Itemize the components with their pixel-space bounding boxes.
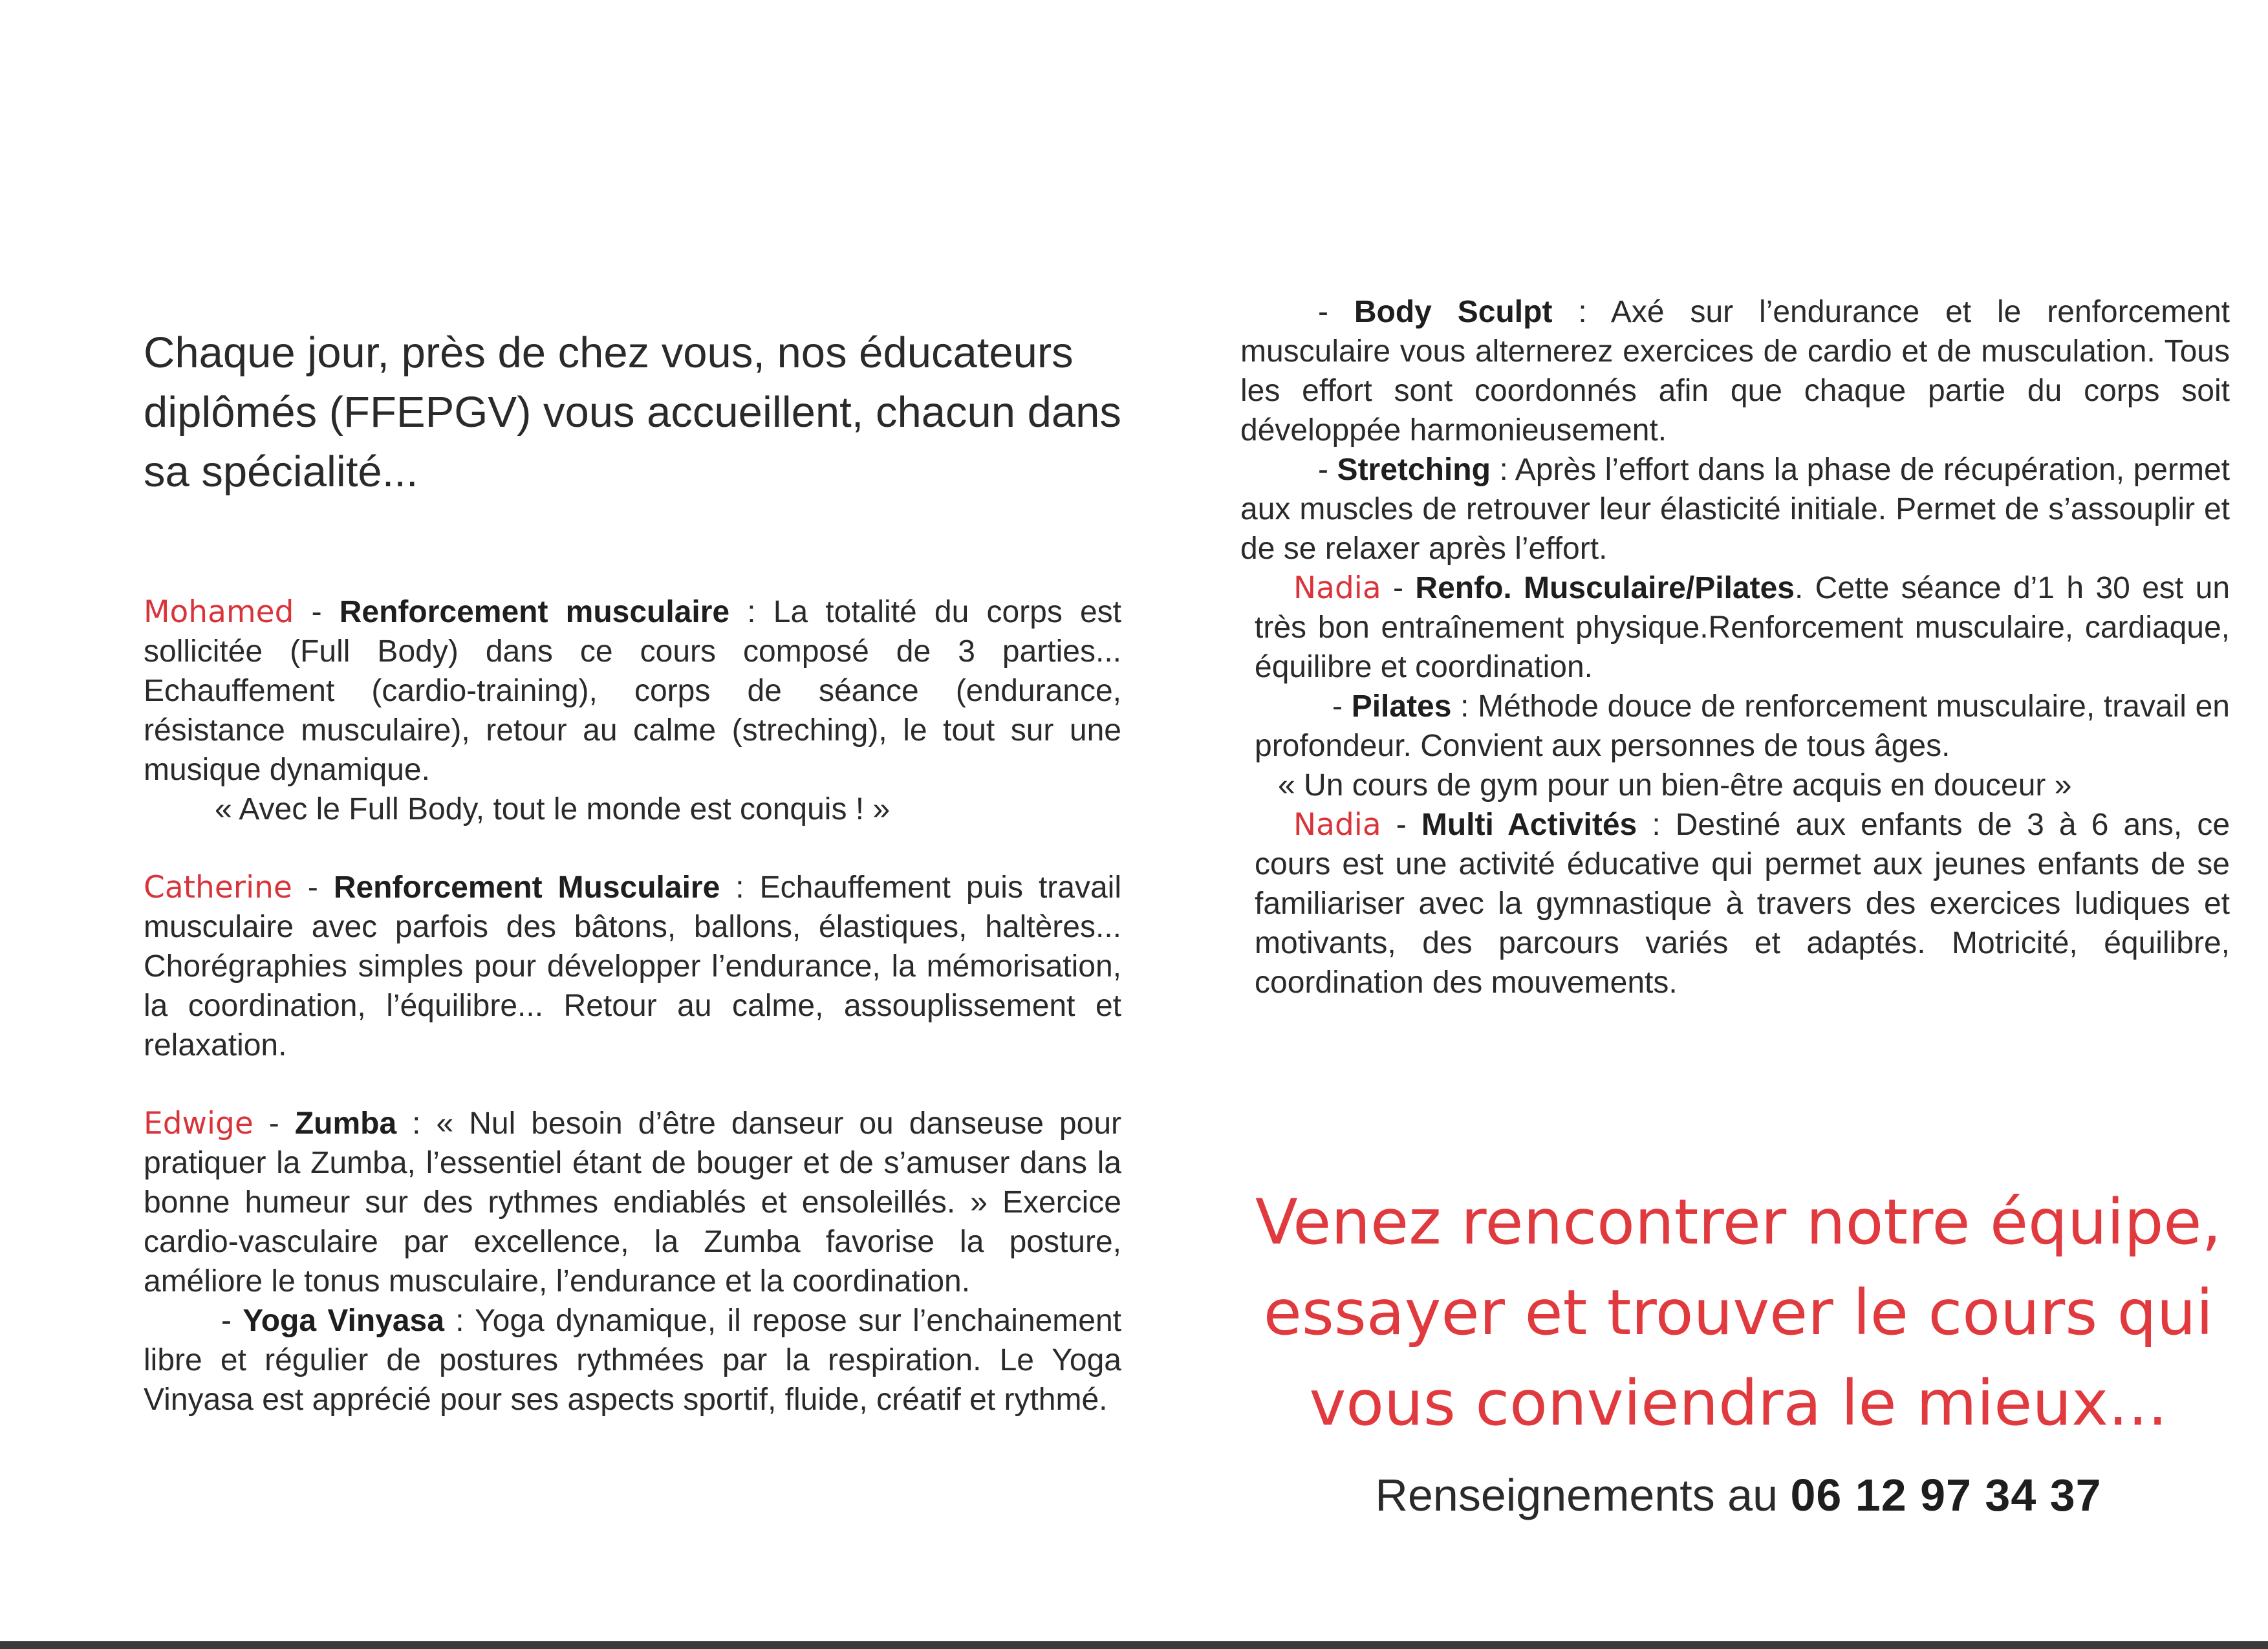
separator: - [1381,808,1421,842]
sub-prefix: - [1318,295,1354,329]
course-title: Pilates [1351,689,1452,724]
separator: - [292,870,334,905]
course-entry-catherine [144,868,1121,1065]
intro-heading: Chaque jour, près de chez vous, nos éducateurs diplômés (FFEPGV) vous accueillent, chacun dans sa spécialité... [144,329,1121,496]
course-title: Zumba [294,1106,397,1141]
course-description: : Après l’effort dans la phase de récupération, permet aux muscles de retrouver leur élasticité initiale. Permet de s’assouplir et de se relaxer après l’effort. [1240,453,2230,566]
contact-line [1240,1469,2236,1521]
instructor-name: Nadia [1293,570,1381,606]
course-entry-mohamed [144,592,1121,829]
course-description: : Axé sur l’endurance et le renforcement musculaire vous alternerez exercices de cardio et de musculation. Tous les effort sont coordonnés afin que chaque partie du corps soit développée harmonieusement. [1240,295,2230,447]
course-entry-nadia-pilates [1240,568,2230,687]
separator: - [253,1106,295,1141]
course-list-left [144,592,1121,1419]
course-title: Renforcement Musculaire [333,870,720,905]
course-quote: « Un cours de gym pour un bien-être acquis en douceur » [1278,768,2072,803]
course-title: Multi Activités [1421,808,1637,842]
left-column [144,323,1121,1419]
right-column [1240,292,2230,1041]
separator: - [1381,571,1416,605]
page-bottom-border [0,1641,2268,1649]
course-description: : « Nul besoin d’être danseur ou danseuse pour pratiquer la Zumba, l’essentiel étant de bouger et de s’amuser dans la bonne humeur sur des rythmes endiablés et ensoleillés. » Exercice cardio-vasculaire par excellence, la Zumba favorise la posture, améliore le tonus musculaire, l’endurance et la coordination. [144,1106,1122,1299]
instructor-name: Catherine [144,870,292,905]
course-title: Stretching [1337,453,1491,487]
course-description: : Destiné aux enfants de 3 à 6 ans, ce cours est une activité éducative qui permet aux jeunes enfants de se familiariser avec la gymnastique à travers des exercices ludiques et motivants, des parcours variés et adaptés. Motricité, équilibre, coordination des mouvements. [1255,808,2230,1000]
course-entry-nadia-multi [1240,805,2230,1002]
course-description: : Echauffement puis travail musculaire avec parfois des bâtons, ballons, élastiques, haltères... Chorégraphies simples pour développer l’endurance, la mémorisation, la coordination, l’équilibre... Retour au calme, assouplissement et relaxation. [144,870,1121,1062]
course-entry-pilates [1240,687,2230,766]
contact-label: Renseignements au [1375,1470,1791,1520]
instructor-name: Nadia [1293,807,1381,843]
course-description: : La totalité du corps est sollicitée (Full Body) dans ce cours composé de 3 parties... Echauffement (cardio-training), corps de séance (endurance, résistance musculaire), retour au calme (streching), le tout sur une musique dynamique. [144,595,1122,787]
sub-prefix: - [221,1304,243,1338]
course-description: : Yoga dynamique, il repose sur l’enchainement libre et régulier de postures rythmées par la respiration. Le Yoga Vinyasa est apprécié pour ses aspects sportif, fluide, créatif et rythmé. [144,1304,1121,1417]
course-title: Body Sculpt [1354,295,1553,329]
call-to-action: Venez rencontrer notre équipe, essayer et trouver le cours qui vous conviendra le mieux... [1255,1186,2221,1439]
instructor-name: Edwige [144,1106,254,1141]
course-entry-yoga-vinyasa [144,1301,1121,1419]
course-title: Renfo. Musculaire/Pilates [1415,571,1795,605]
course-title: Yoga Vinyasa [243,1304,444,1338]
sub-prefix: - [1318,453,1337,487]
course-entry-edwige [144,1104,1121,1301]
course-title: Renforcement musculaire [339,595,730,629]
sub-prefix: - [1332,689,1352,724]
course-entry-body-sculpt [1240,292,2230,450]
phone-number: 06 12 97 34 37 [1790,1470,2102,1520]
course-entry-stretching [1240,450,2230,568]
instructor-name: Mohamed [144,594,294,630]
course-list-right [1240,292,2230,1002]
separator: - [294,595,340,629]
course-description: . Cette séance d’1 h 30 est un très bon entraînement physique.Renforcement musculaire, cardiaque, équilibre et coordination. [1255,571,2230,684]
course-description: : Méthode douce de renforcement musculaire, travail en profondeur. Convient aux personnes de tous âges. [1255,689,2230,763]
course-quote: « Avec le Full Body, tout le monde est conquis ! » [215,792,891,826]
